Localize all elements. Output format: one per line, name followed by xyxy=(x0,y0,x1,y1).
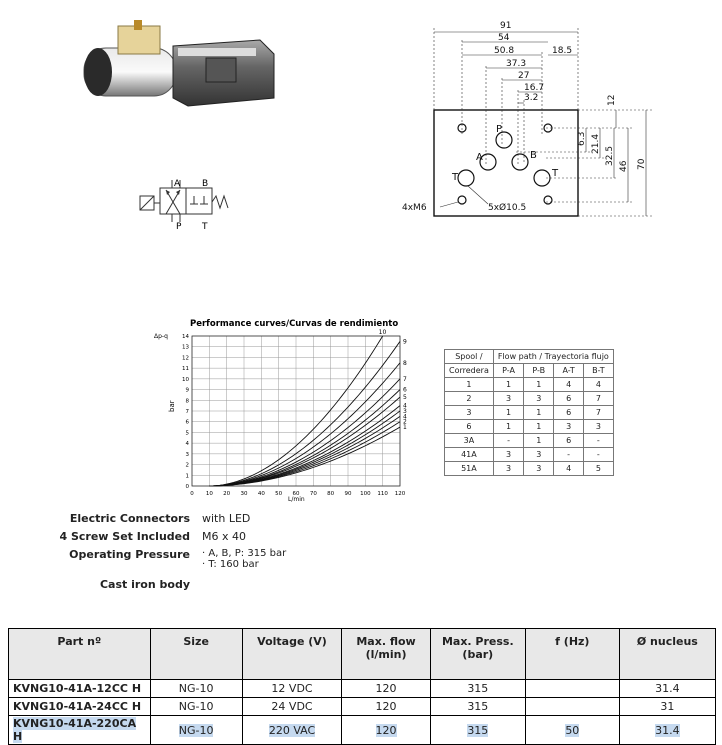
callout-5xd10-5: 5xØ10.5 xyxy=(488,203,527,213)
parts-cell: NG-10 xyxy=(150,698,242,716)
spool-subheader: B-T xyxy=(583,364,613,378)
x-tick-label: 40 xyxy=(257,491,265,497)
symbol-label-b: B xyxy=(202,179,209,189)
parts-row xyxy=(9,680,716,698)
spool-row xyxy=(445,378,614,392)
parts-cell: 315 xyxy=(430,698,525,716)
series-label: 7 xyxy=(403,375,407,383)
spool-cell: 7 xyxy=(583,406,613,420)
parts-row xyxy=(9,716,716,745)
spool-row xyxy=(445,462,614,476)
y-tick-label: 11 xyxy=(182,366,189,373)
spool-row xyxy=(445,448,614,462)
chart-title: Performance curves/Curvas de rendimiento xyxy=(190,319,399,329)
y-tick-label: 2 xyxy=(185,462,189,469)
part-number-cell: KVNG10-41A-24CC H xyxy=(9,698,151,716)
dim-21-4: 21.4 xyxy=(591,133,601,154)
y-tick-label: 12 xyxy=(182,355,189,362)
parts-cell: 120 xyxy=(342,698,430,716)
spool-cell: - xyxy=(583,434,613,448)
parts-header: Max. Press. (bar) xyxy=(430,629,525,680)
series-label: 4 xyxy=(403,413,407,421)
parts-table xyxy=(8,628,716,745)
x-tick-label: 100 xyxy=(360,491,371,497)
spool-cell: 3 xyxy=(445,406,494,420)
highlighted-value: 50 xyxy=(565,723,580,737)
highlighted-value: NG-10 xyxy=(178,723,214,737)
spool-cell: 1 xyxy=(524,434,554,448)
x-tick-label: 20 xyxy=(223,491,231,497)
spool-cell: 6 xyxy=(445,420,494,434)
y-tick-label: 14 xyxy=(182,334,189,340)
parts-row xyxy=(9,698,716,716)
spool-row xyxy=(445,392,614,406)
series-line xyxy=(209,411,400,486)
symbol-label-p: P xyxy=(176,222,182,232)
dim-32-5: 32.5 xyxy=(605,145,615,166)
port-t-left: T xyxy=(452,172,459,183)
parts-header: Ø nucleus xyxy=(619,629,715,680)
x-tick-label: 120 xyxy=(394,491,406,497)
spool-table xyxy=(444,349,614,476)
highlighted-value: 120 xyxy=(375,723,397,737)
series-label: 1 xyxy=(403,424,407,432)
dimension-drawing xyxy=(396,14,666,228)
spool-cell: 6 xyxy=(554,434,584,448)
spool-cell: 6 xyxy=(554,392,584,406)
spool-cell: 4 xyxy=(554,378,584,392)
spec-label-screws: 4 Screw Set Included xyxy=(59,530,190,543)
x-tick-label: 80 xyxy=(327,491,335,497)
spool-cell: 7 xyxy=(583,392,613,406)
series-label: 3 xyxy=(403,408,407,415)
dim-54: 54 xyxy=(498,33,510,43)
symbol-label-a: A xyxy=(174,179,181,189)
y-tick-label: 7 xyxy=(185,409,189,415)
x-tick-label: 50 xyxy=(275,491,283,497)
spool-cell: 51A xyxy=(445,462,494,476)
spool-header-spool: Spool / xyxy=(445,350,494,364)
y-tick-label: 8 xyxy=(185,398,189,405)
parts-cell xyxy=(150,716,242,745)
spool-cell: 3 xyxy=(493,392,523,406)
spool-cell: 1 xyxy=(493,378,523,392)
highlighted-value: 220 VAC xyxy=(268,723,316,737)
spool-subheader: A-T xyxy=(554,364,584,378)
y-tick-label: 5 xyxy=(185,430,189,437)
spool-cell: - xyxy=(493,434,523,448)
x-tick-label: 90 xyxy=(344,491,352,497)
dim-70: 70 xyxy=(637,158,647,170)
dim-37-3: 37.3 xyxy=(506,59,527,69)
spool-subheader: P-B xyxy=(524,364,554,378)
parts-header: Part nº xyxy=(9,629,151,680)
series-line xyxy=(209,427,400,486)
x-tick-label: 0 xyxy=(190,491,194,497)
spec-value-screws: M6 x 40 xyxy=(202,530,246,543)
spec-label-connectors: Electric Connectors xyxy=(69,512,190,525)
spool-cell: 4 xyxy=(554,462,584,476)
x-tick-label: 60 xyxy=(292,491,300,497)
spool-header-flowpath: Flow path / Trayectoria flujo xyxy=(493,350,613,364)
parts-cell: NG-10 xyxy=(150,680,242,698)
spool-cell: 6 xyxy=(554,406,584,420)
parts-cell xyxy=(525,680,619,698)
y-tick-label: 10 xyxy=(182,376,189,383)
spool-cell: 3 xyxy=(524,448,554,462)
spool-subheader: Corredera xyxy=(445,364,494,378)
y-tick-label: 1 xyxy=(185,473,189,480)
port-b: B xyxy=(530,150,537,161)
y-tick-label: 4 xyxy=(185,441,189,448)
spool-subheader: P-A xyxy=(493,364,523,378)
dim-6-3: 6.3 xyxy=(577,131,587,146)
performance-chart xyxy=(150,314,420,504)
symbol-label-t: T xyxy=(202,222,208,232)
spool-cell: - xyxy=(583,448,613,462)
port-a: A xyxy=(476,152,483,163)
spool-cell: 1 xyxy=(524,378,554,392)
part-number-cell xyxy=(9,716,151,745)
parts-cell: 24 VDC xyxy=(242,698,342,716)
y-tick-label: 3 xyxy=(185,451,189,458)
x-tick-label: 110 xyxy=(377,491,388,497)
y-tick-label: 0 xyxy=(185,484,189,490)
y-tick-label: 13 xyxy=(182,344,189,351)
spool-cell: - xyxy=(554,448,584,462)
series-label: 6 xyxy=(403,386,407,394)
parts-header: Voltage (V) xyxy=(242,629,342,680)
highlighted-value: KVNG10-41A-220CA H xyxy=(13,717,137,743)
spool-cell: 3 xyxy=(583,420,613,434)
highlighted-value: 31.4 xyxy=(655,723,680,737)
parts-cell xyxy=(242,716,342,745)
parts-cell xyxy=(430,716,525,745)
spool-cell: 5 xyxy=(583,462,613,476)
x-tick-label: 30 xyxy=(240,491,248,497)
series-label: 10 xyxy=(378,329,387,336)
spool-cell: 2 xyxy=(445,392,494,406)
spool-cell: 1 xyxy=(493,420,523,434)
callout-4xm6: 4xM6 xyxy=(402,203,427,213)
chart-ytitle: Δp-q xyxy=(154,333,168,340)
dim-27: 27 xyxy=(518,71,530,81)
x-tick-label: 10 xyxy=(205,491,213,497)
spool-cell: 1 xyxy=(445,378,494,392)
spool-row xyxy=(445,406,614,420)
spool-row xyxy=(445,434,614,448)
dim-16-7: 16.7 xyxy=(524,83,545,93)
parts-cell xyxy=(525,716,619,745)
valve-photo xyxy=(78,18,278,110)
parts-cell xyxy=(619,716,715,745)
parts-cell: 31 xyxy=(619,698,715,716)
parts-header: Size xyxy=(150,629,242,680)
spool-cell: 4 xyxy=(583,378,613,392)
series-line xyxy=(209,397,400,486)
spool-cell: 3 xyxy=(554,420,584,434)
part-number-cell: KVNG10-41A-12CC H xyxy=(9,680,151,698)
dim-91: 91 xyxy=(500,21,512,31)
spool-cell: 1 xyxy=(493,406,523,420)
y-tick-label: 9 xyxy=(185,387,189,394)
series-label: 4 xyxy=(403,402,407,410)
parts-cell: 12 VDC xyxy=(242,680,342,698)
spool-cell: 1 xyxy=(524,420,554,434)
dim-50-8: 50.8 xyxy=(494,46,515,56)
spec-value-pressure: · A, B, P: 315 bar xyxy=(202,548,287,559)
parts-cell xyxy=(525,698,619,716)
parts-cell: 31.4 xyxy=(619,680,715,698)
series-line xyxy=(209,406,400,486)
spool-cell: 3 xyxy=(493,448,523,462)
spool-cell: 1 xyxy=(524,406,554,420)
parts-header: f (Hz) xyxy=(525,629,619,680)
dim-12: 12 xyxy=(607,94,617,106)
spec-value-pressure-t: · T: 160 bar xyxy=(202,559,259,570)
spec-value-connectors: with LED xyxy=(202,512,251,525)
dim-18-5: 18.5 xyxy=(552,46,573,56)
port-p: P xyxy=(496,124,503,135)
chart-xlabel: L/min xyxy=(288,496,305,503)
chart-ylabel: bar xyxy=(168,400,176,412)
spool-cell: 3A xyxy=(445,434,494,448)
spool-cell: 3 xyxy=(493,462,523,476)
spool-row xyxy=(445,420,614,434)
parts-cell: 315 xyxy=(430,680,525,698)
parts-cell: 120 xyxy=(342,680,430,698)
series-label: 2 xyxy=(403,418,407,426)
x-tick-label: 70 xyxy=(309,491,317,497)
series-label: 9 xyxy=(403,338,407,346)
y-tick-label: 6 xyxy=(185,419,189,426)
series-label: 5 xyxy=(403,394,407,402)
series-label: 8 xyxy=(403,359,407,367)
spec-label-pressure: Operating Pressure xyxy=(69,548,190,561)
spool-cell: 41A xyxy=(445,448,494,462)
highlighted-value: 315 xyxy=(467,723,489,737)
parts-header: Max. flow (l/min) xyxy=(342,629,430,680)
spool-cell: 3 xyxy=(524,392,554,406)
spool-cell: 3 xyxy=(524,462,554,476)
port-t-right: T xyxy=(552,168,559,179)
spec-label-body: Cast iron body xyxy=(99,578,190,591)
dim-3-2: 3.2 xyxy=(524,93,539,103)
dim-46: 46 xyxy=(619,160,629,172)
hydraulic-symbol xyxy=(136,176,236,232)
parts-cell xyxy=(342,716,430,745)
